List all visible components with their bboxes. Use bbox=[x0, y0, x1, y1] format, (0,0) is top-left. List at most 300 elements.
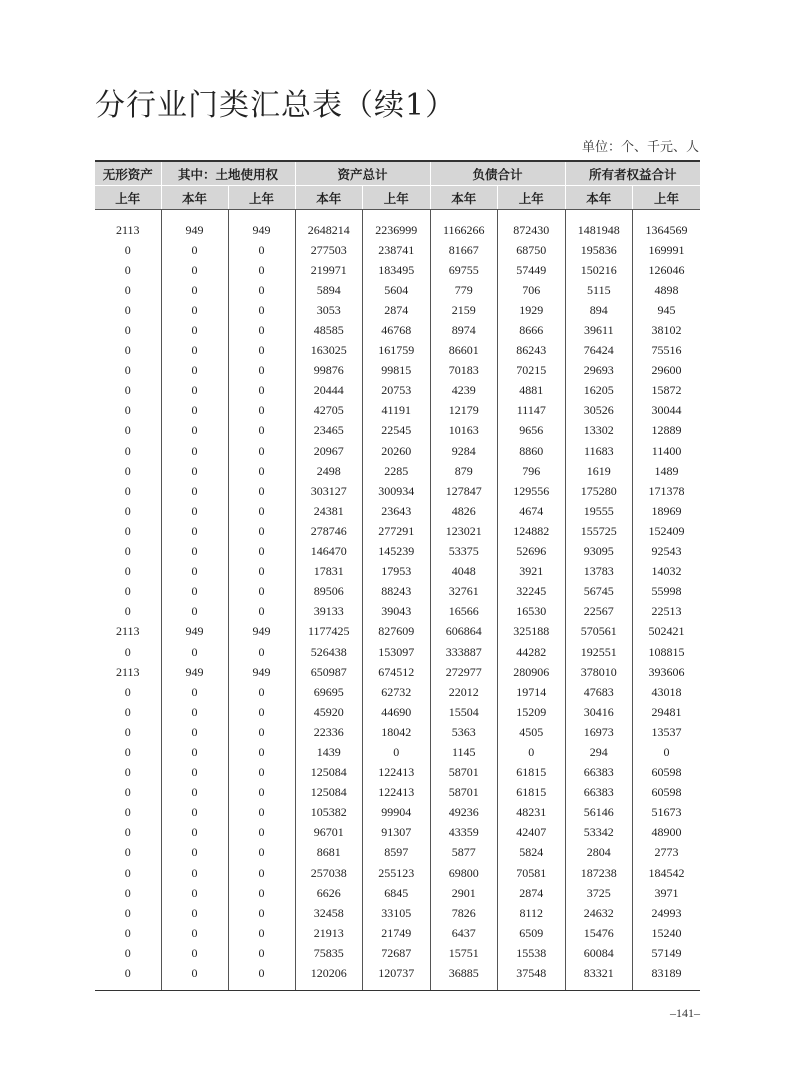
table-cell: 13783 bbox=[565, 562, 633, 582]
table-cell: 56146 bbox=[565, 803, 633, 823]
table-cell: 4826 bbox=[430, 501, 498, 521]
table-cell: 83321 bbox=[565, 963, 633, 990]
table-cell: 0 bbox=[161, 763, 228, 783]
table-cell: 44690 bbox=[363, 702, 431, 722]
table-cell: 570561 bbox=[565, 622, 633, 642]
table-cell: 0 bbox=[161, 843, 228, 863]
table-cell: 502421 bbox=[633, 622, 701, 642]
table-cell: 150216 bbox=[565, 260, 633, 280]
table-cell: 0 bbox=[124, 684, 131, 699]
table-cell: 1439 bbox=[295, 742, 363, 762]
table-cell: 0 bbox=[228, 381, 295, 401]
table-cell: 0 bbox=[228, 803, 295, 823]
table-cell: 57149 bbox=[633, 943, 701, 963]
table-cell: 0 bbox=[161, 823, 228, 843]
table-cell: 43018 bbox=[633, 682, 701, 702]
table-cell: 18042 bbox=[363, 722, 431, 742]
table-cell: 22012 bbox=[430, 682, 498, 702]
table-cell: 15240 bbox=[633, 923, 701, 943]
table-cell: 526438 bbox=[295, 642, 363, 662]
table-cell: 123021 bbox=[430, 521, 498, 541]
table-cell: 0 bbox=[124, 463, 131, 478]
table-cell: 13302 bbox=[565, 421, 633, 441]
table-cell: 0 bbox=[161, 783, 228, 803]
table-cell: 70581 bbox=[498, 863, 566, 883]
table-cell: 20753 bbox=[363, 381, 431, 401]
table-cell: 0 bbox=[161, 320, 228, 340]
table-cell: 60084 bbox=[565, 943, 633, 963]
table-row bbox=[95, 783, 700, 803]
table-cell: 0 bbox=[161, 903, 228, 923]
table-cell: 0 bbox=[124, 544, 131, 559]
table-cell: 22336 bbox=[295, 722, 363, 742]
table-cell: 45920 bbox=[295, 702, 363, 722]
table-cell: 99815 bbox=[363, 361, 431, 381]
table-cell: 0 bbox=[161, 300, 228, 320]
table-cell: 2113 bbox=[115, 624, 140, 639]
header-year-cell: 本年 bbox=[565, 186, 633, 210]
table-cell: 15538 bbox=[498, 943, 566, 963]
table-cell: 606864 bbox=[430, 622, 498, 642]
table-row bbox=[95, 441, 700, 461]
header-group-row bbox=[95, 161, 700, 186]
table-cell: 650987 bbox=[295, 662, 363, 682]
table-cell: 41191 bbox=[363, 401, 431, 421]
table-cell: 8860 bbox=[498, 441, 566, 461]
table-cell: 184542 bbox=[633, 863, 701, 883]
table-row bbox=[95, 883, 700, 903]
table-cell: 6437 bbox=[430, 923, 498, 943]
unit-label: 单位：个、千元、人 bbox=[581, 140, 699, 155]
table-cell: 0 bbox=[228, 240, 295, 260]
table-cell: 0 bbox=[161, 943, 228, 963]
table-cell: 51673 bbox=[633, 803, 701, 823]
header-year-cell: 本年 bbox=[161, 186, 228, 210]
table-cell: 86601 bbox=[430, 341, 498, 361]
table-cell: 39133 bbox=[295, 602, 363, 622]
header-year-cell: 本年 bbox=[295, 186, 363, 210]
table-cell: 6509 bbox=[498, 923, 566, 943]
table-cell: 0 bbox=[124, 845, 131, 860]
table-cell: 0 bbox=[228, 461, 295, 481]
table-cell: 2113 bbox=[115, 222, 140, 237]
table-cell: 68750 bbox=[498, 240, 566, 260]
table-cell: 0 bbox=[124, 724, 131, 739]
table-cell: 48231 bbox=[498, 803, 566, 823]
table-cell: 5894 bbox=[295, 280, 363, 300]
table-cell: 3921 bbox=[498, 562, 566, 582]
table-cell: 4881 bbox=[498, 381, 566, 401]
table-cell: 0 bbox=[124, 523, 131, 538]
table-row bbox=[95, 562, 700, 582]
table-cell: 0 bbox=[161, 341, 228, 361]
table-cell: 0 bbox=[124, 564, 131, 579]
table-cell: 125084 bbox=[295, 763, 363, 783]
table-cell: 8112 bbox=[498, 903, 566, 923]
table-cell: 0 bbox=[498, 742, 566, 762]
table-cell: 81667 bbox=[430, 240, 498, 260]
table-cell: 0 bbox=[124, 865, 131, 880]
table-cell: 20967 bbox=[295, 441, 363, 461]
table-row bbox=[95, 542, 700, 562]
table-cell: 5877 bbox=[430, 843, 498, 863]
table-cell: 0 bbox=[228, 542, 295, 562]
table-cell: 0 bbox=[161, 883, 228, 903]
spacer-row bbox=[95, 210, 700, 221]
table-cell: 42705 bbox=[295, 401, 363, 421]
table-cell: 303127 bbox=[295, 481, 363, 501]
table-cell: 0 bbox=[228, 883, 295, 903]
table-body bbox=[95, 210, 700, 991]
table-cell: 2285 bbox=[363, 461, 431, 481]
table-cell: 0 bbox=[124, 765, 131, 780]
table-cell: 0 bbox=[124, 483, 131, 498]
table-cell: 8666 bbox=[498, 320, 566, 340]
table-cell: 29481 bbox=[633, 702, 701, 722]
table-row bbox=[95, 361, 700, 381]
table-row bbox=[95, 602, 700, 622]
table-cell: 6845 bbox=[363, 883, 431, 903]
table-cell: 674512 bbox=[363, 662, 431, 682]
table-cell: 255123 bbox=[363, 863, 431, 883]
table-row bbox=[95, 461, 700, 481]
table-cell: 29693 bbox=[565, 361, 633, 381]
table-cell: 0 bbox=[161, 421, 228, 441]
table-cell: 30044 bbox=[633, 401, 701, 421]
table-cell: 2113 bbox=[115, 664, 140, 679]
table-cell: 2236999 bbox=[363, 220, 431, 240]
table-cell: 24381 bbox=[295, 501, 363, 521]
table-cell: 70215 bbox=[498, 361, 566, 381]
table-cell: 30526 bbox=[565, 401, 633, 421]
table-cell: 0 bbox=[124, 945, 131, 960]
table-cell: 0 bbox=[228, 582, 295, 602]
table-cell: 300934 bbox=[363, 481, 431, 501]
table-cell: 42407 bbox=[498, 823, 566, 843]
table-cell: 99904 bbox=[363, 803, 431, 823]
table-cell: 4674 bbox=[498, 501, 566, 521]
table-cell: 8681 bbox=[295, 843, 363, 863]
page-number: –141– bbox=[670, 1006, 700, 1020]
table-cell: 169991 bbox=[633, 240, 701, 260]
table-cell: 122413 bbox=[363, 763, 431, 783]
table-cell: 122413 bbox=[363, 783, 431, 803]
table-row bbox=[95, 763, 700, 783]
table-row bbox=[95, 220, 700, 240]
table-cell: 175280 bbox=[565, 481, 633, 501]
table-cell: 278746 bbox=[295, 521, 363, 541]
table-cell: 62732 bbox=[363, 682, 431, 702]
table-cell: 238741 bbox=[363, 240, 431, 260]
table-cell: 20260 bbox=[363, 441, 431, 461]
table-cell: 5604 bbox=[363, 280, 431, 300]
table-cell: 127847 bbox=[430, 481, 498, 501]
table-cell: 0 bbox=[161, 542, 228, 562]
table-cell: 0 bbox=[161, 240, 228, 260]
table-row bbox=[95, 722, 700, 742]
table-cell: 0 bbox=[228, 260, 295, 280]
header-year-cell: 上年 bbox=[498, 186, 566, 210]
table-cell: 0 bbox=[228, 963, 295, 990]
table-cell: 23643 bbox=[363, 501, 431, 521]
table-cell: 0 bbox=[228, 401, 295, 421]
table-cell: 55998 bbox=[633, 582, 701, 602]
table-cell: 0 bbox=[228, 300, 295, 320]
table-cell: 75835 bbox=[295, 943, 363, 963]
table-cell: 11400 bbox=[633, 441, 701, 461]
table-cell: 56745 bbox=[565, 582, 633, 602]
table-cell: 0 bbox=[124, 584, 131, 599]
header-year-cell: 上年 bbox=[633, 186, 701, 210]
table-cell: 1166266 bbox=[430, 220, 498, 240]
table-cell: 0 bbox=[124, 302, 131, 317]
table-cell: 22567 bbox=[565, 602, 633, 622]
table-cell: 872430 bbox=[498, 220, 566, 240]
table-cell: 49236 bbox=[430, 803, 498, 823]
table-cell: 0 bbox=[124, 423, 131, 438]
table-cell: 48900 bbox=[633, 823, 701, 843]
table-cell: 894 bbox=[565, 300, 633, 320]
table-row bbox=[95, 923, 700, 943]
table-cell: 0 bbox=[228, 682, 295, 702]
table-row bbox=[95, 823, 700, 843]
table-cell: 0 bbox=[228, 923, 295, 943]
table-cell: 99876 bbox=[295, 361, 363, 381]
table-cell: 294 bbox=[565, 742, 633, 762]
table-cell: 277503 bbox=[295, 240, 363, 260]
table-cell: 333887 bbox=[430, 642, 498, 662]
table-cell: 0 bbox=[161, 260, 228, 280]
header-year-cell: 上年 bbox=[228, 186, 295, 210]
table-cell: 126046 bbox=[633, 260, 701, 280]
table-cell: 0 bbox=[124, 282, 131, 297]
table-cell: 15209 bbox=[498, 702, 566, 722]
table-cell: 0 bbox=[161, 602, 228, 622]
table-row bbox=[95, 240, 700, 260]
table-cell: 60598 bbox=[633, 783, 701, 803]
table-cell: 0 bbox=[124, 343, 131, 358]
table-cell: 0 bbox=[228, 783, 295, 803]
table-cell: 280906 bbox=[498, 662, 566, 682]
table-cell: 0 bbox=[95, 963, 161, 990]
table-cell: 945 bbox=[633, 300, 701, 320]
table-cell: 796 bbox=[498, 461, 566, 481]
table-cell: 0 bbox=[124, 503, 131, 518]
table-cell: 53375 bbox=[430, 542, 498, 562]
header-year-cell: 上年 bbox=[95, 186, 161, 210]
table-cell: 16973 bbox=[565, 722, 633, 742]
table-cell: 15872 bbox=[633, 381, 701, 401]
table-cell: 93095 bbox=[565, 542, 633, 562]
table-cell: 0 bbox=[124, 785, 131, 800]
table-cell: 53342 bbox=[565, 823, 633, 843]
table-cell: 0 bbox=[161, 361, 228, 381]
table-cell: 0 bbox=[161, 521, 228, 541]
table-cell: 0 bbox=[633, 742, 701, 762]
table-cell: 779 bbox=[430, 280, 498, 300]
table-cell: 72687 bbox=[363, 943, 431, 963]
table-cell: 1489 bbox=[633, 461, 701, 481]
header-year-cell: 本年 bbox=[430, 186, 498, 210]
table-cell: 4898 bbox=[633, 280, 701, 300]
table-cell: 48585 bbox=[295, 320, 363, 340]
table-cell: 15504 bbox=[430, 702, 498, 722]
table-row bbox=[95, 381, 700, 401]
table-cell: 105382 bbox=[295, 803, 363, 823]
table-cell: 2648214 bbox=[295, 220, 363, 240]
table-row bbox=[95, 300, 700, 320]
table-cell: 195836 bbox=[565, 240, 633, 260]
table-cell: 0 bbox=[161, 863, 228, 883]
table-cell: 2874 bbox=[363, 300, 431, 320]
table-cell: 30416 bbox=[565, 702, 633, 722]
table-cell: 949 bbox=[228, 622, 295, 642]
table-cell: 75516 bbox=[633, 341, 701, 361]
table-cell: 29600 bbox=[633, 361, 701, 381]
table-cell: 0 bbox=[228, 421, 295, 441]
table-cell: 2804 bbox=[565, 843, 633, 863]
table-row bbox=[95, 582, 700, 602]
table-cell: 0 bbox=[228, 280, 295, 300]
table-row bbox=[95, 622, 700, 642]
table-cell: 171378 bbox=[633, 481, 701, 501]
table-cell: 15476 bbox=[565, 923, 633, 943]
table-cell: 96701 bbox=[295, 823, 363, 843]
table-cell: 120737 bbox=[363, 963, 431, 990]
table-cell: 0 bbox=[161, 963, 228, 990]
page-title: 分行业门类汇总表（续1） bbox=[95, 88, 457, 123]
table-cell: 69755 bbox=[430, 260, 498, 280]
table-cell: 0 bbox=[124, 604, 131, 619]
table-cell: 0 bbox=[228, 742, 295, 762]
table-cell: 378010 bbox=[565, 662, 633, 682]
header-land-use-right: 其中：土地使用权 bbox=[161, 161, 295, 186]
table-cell: 19555 bbox=[565, 501, 633, 521]
table-cell: 57449 bbox=[498, 260, 566, 280]
table-row bbox=[95, 481, 700, 501]
table-cell: 2773 bbox=[633, 843, 701, 863]
table-cell: 17953 bbox=[363, 562, 431, 582]
table-cell: 16566 bbox=[430, 602, 498, 622]
table-cell: 5363 bbox=[430, 722, 498, 742]
table-cell: 0 bbox=[228, 602, 295, 622]
table-row bbox=[95, 280, 700, 300]
table-cell: 0 bbox=[228, 722, 295, 742]
table-cell: 12889 bbox=[633, 421, 701, 441]
table-cell: 0 bbox=[124, 383, 131, 398]
table-cell: 3725 bbox=[565, 883, 633, 903]
table-cell: 52696 bbox=[498, 542, 566, 562]
table-cell: 187238 bbox=[565, 863, 633, 883]
table-cell: 1619 bbox=[565, 461, 633, 481]
table-row bbox=[95, 843, 700, 863]
table-cell: 0 bbox=[228, 943, 295, 963]
table-cell: 20444 bbox=[295, 381, 363, 401]
table-cell: 16205 bbox=[565, 381, 633, 401]
table-cell: 0 bbox=[228, 320, 295, 340]
table-cell: 0 bbox=[228, 843, 295, 863]
table-cell: 23465 bbox=[295, 421, 363, 441]
table-cell: 0 bbox=[161, 401, 228, 421]
table-cell: 155725 bbox=[565, 521, 633, 541]
table-cell: 58701 bbox=[430, 763, 498, 783]
table-cell: 152409 bbox=[633, 521, 701, 541]
table-cell: 8974 bbox=[430, 320, 498, 340]
table-row bbox=[95, 742, 700, 762]
table-cell: 124882 bbox=[498, 521, 566, 541]
table-cell: 33105 bbox=[363, 903, 431, 923]
table-cell: 92543 bbox=[633, 542, 701, 562]
table-cell: 22513 bbox=[633, 602, 701, 622]
table-cell: 125084 bbox=[295, 783, 363, 803]
table-cell: 10163 bbox=[430, 421, 498, 441]
table-cell: 32458 bbox=[295, 903, 363, 923]
table-cell: 88243 bbox=[363, 582, 431, 602]
table-cell: 1177425 bbox=[295, 622, 363, 642]
table-row bbox=[95, 521, 700, 541]
table-cell: 949 bbox=[161, 622, 228, 642]
table-cell: 22545 bbox=[363, 421, 431, 441]
table-cell: 0 bbox=[124, 403, 131, 418]
table-cell: 0 bbox=[124, 443, 131, 458]
table-cell: 0 bbox=[161, 682, 228, 702]
table-cell: 0 bbox=[228, 642, 295, 662]
table-cell: 145239 bbox=[363, 542, 431, 562]
table-row bbox=[95, 943, 700, 963]
table-cell: 13537 bbox=[633, 722, 701, 742]
table-cell: 0 bbox=[124, 262, 131, 277]
table-cell: 32245 bbox=[498, 582, 566, 602]
table-row bbox=[95, 903, 700, 923]
table-cell: 277291 bbox=[363, 521, 431, 541]
table-cell: 17831 bbox=[295, 562, 363, 582]
table-cell: 949 bbox=[228, 662, 295, 682]
table-row bbox=[95, 662, 700, 682]
table-cell: 949 bbox=[161, 662, 228, 682]
table-cell: 949 bbox=[161, 220, 228, 240]
table-cell: 21749 bbox=[363, 923, 431, 943]
table-cell: 19714 bbox=[498, 682, 566, 702]
table-cell: 0 bbox=[228, 562, 295, 582]
table-cell: 66383 bbox=[565, 783, 633, 803]
table-cell: 69800 bbox=[430, 863, 498, 883]
table-cell: 18969 bbox=[633, 501, 701, 521]
table-cell: 1929 bbox=[498, 300, 566, 320]
table-cell: 70183 bbox=[430, 361, 498, 381]
table-cell: 153097 bbox=[363, 642, 431, 662]
table-cell: 827609 bbox=[363, 622, 431, 642]
header-total-assets: 资产总计 bbox=[295, 161, 430, 186]
table-cell: 146470 bbox=[295, 542, 363, 562]
table-cell: 0 bbox=[228, 341, 295, 361]
table-cell: 0 bbox=[228, 361, 295, 381]
table-cell: 0 bbox=[124, 242, 131, 257]
table-cell: 61815 bbox=[498, 763, 566, 783]
table-cell: 183495 bbox=[363, 260, 431, 280]
table-cell: 0 bbox=[228, 903, 295, 923]
table-row bbox=[95, 421, 700, 441]
table-cell: 37548 bbox=[498, 963, 566, 990]
table-cell: 0 bbox=[124, 805, 131, 820]
table-cell: 0 bbox=[161, 280, 228, 300]
table-cell: 8597 bbox=[363, 843, 431, 863]
table-row bbox=[95, 341, 700, 361]
table-row bbox=[95, 260, 700, 280]
table-cell: 161759 bbox=[363, 341, 431, 361]
table-cell: 38102 bbox=[633, 320, 701, 340]
table-cell: 0 bbox=[161, 923, 228, 943]
table-cell: 0 bbox=[161, 562, 228, 582]
